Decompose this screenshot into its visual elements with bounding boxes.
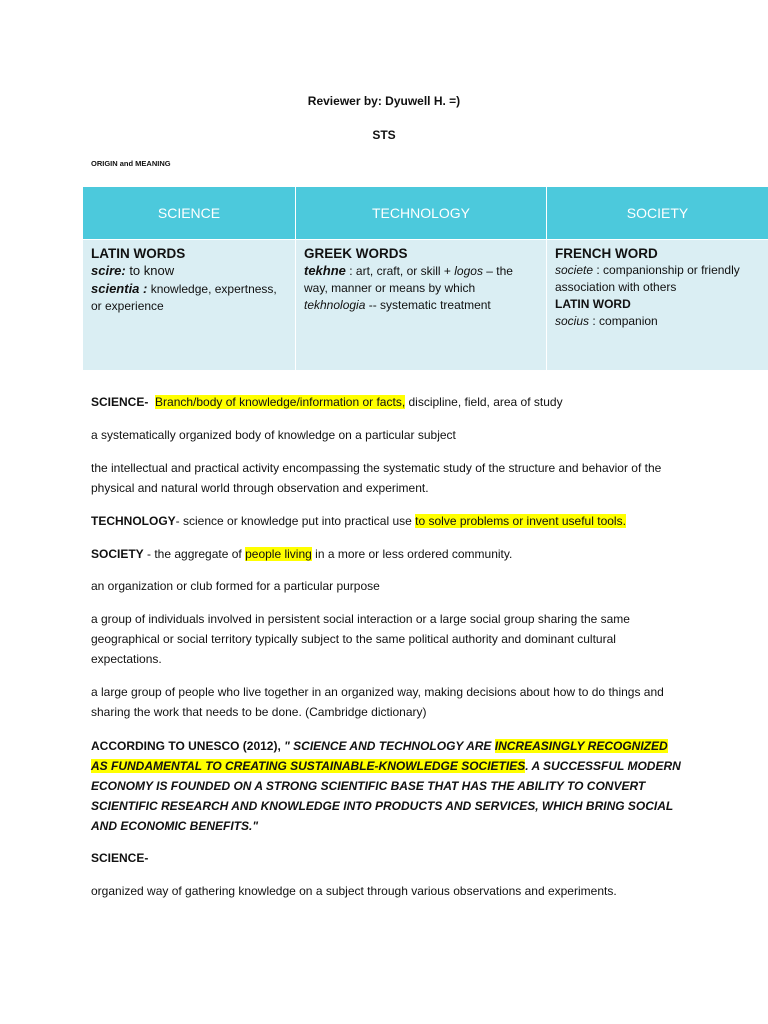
society-paragraph-4: a large group of people who live together in an organized way, making decisions about how to do things and sharing the work that needs to be done. (Cambridge dictionary) [91, 685, 664, 719]
society-cell-title: FRENCH WORD [555, 246, 658, 261]
science-definition: SCIENCE- Branch/body of knowledge/information or facts, discipline, field, area of study [91, 395, 563, 409]
etymology-table [82, 186, 768, 371]
technology-cell [296, 240, 547, 371]
science-cell [83, 240, 296, 371]
header-society: SOCIETY [547, 187, 768, 240]
header-science: SCIENCE [83, 187, 296, 240]
society-paragraph-2: an organization or club formed for a particular purpose [91, 579, 380, 593]
science-cell-title: LATIN WORDS [91, 246, 186, 261]
society-definition: SOCIETY - the aggregate of people living in a more or less ordered community. [91, 547, 513, 561]
table-body-row [83, 240, 768, 371]
society-term-2: socius : companion [555, 314, 658, 328]
table-header-row [83, 187, 768, 240]
society-term-1: societe : companionship or friendly association with others [555, 263, 740, 294]
technology-definition: TECHNOLOGY- science or knowledge put into practical use to solve problems or invent useful tools. [91, 514, 626, 528]
science-paragraph-2: a systematically organized body of knowledge on a particular subject [91, 428, 456, 442]
science-paragraph-3: the intellectual and practical activity encompassing the systematic study of the structure and behavior of the physical and natural world through observation and experiment. [91, 461, 662, 495]
science-term-1: scire: to know [91, 263, 175, 278]
technology-terms: tekhne : art, craft, or skill + logos – the way, manner or means by which tekhnologia -- systematic treatment [304, 263, 513, 312]
technology-cell-title: GREEK WORDS [304, 246, 408, 261]
unesco-quote: ACCORDING TO UNESCO (2012), " SCIENCE AND TECHNOLOGY ARE INCREASINGLY RECOGNIZED AS FUNDAMENTAL TO CREATING SUSTAINABLE-KNOWLEDGE SOCIETIES. A SUCCESSFUL MODERN ECONOMY IS FOUNDED ON A STRONG SCIENTIFIC BASE THAT HAS THE ABILITY TO CONVERT SCIENTIFIC RESEARCH AND KNOWLEDGE INTO PRODUCTS AND SERVICES, WHICH BRING SOCIAL AND ECONOMIC BENEFITS." [91, 739, 681, 833]
science-heading-2: SCIENCE- [91, 851, 149, 865]
science-paragraph-final: organized way of gathering knowledge on a subject through various observations and experiments. [91, 884, 617, 898]
society-paragraph-3: a group of individuals involved in persistent social interaction or a large social group sharing the same geographical or social territory typically subject to the same political authority and dominant cultural expectations. [91, 612, 630, 666]
society-cell [547, 240, 768, 371]
reviewer-line: Reviewer by: Dyuwell H. =) [307, 94, 461, 108]
section-label: ORIGIN and MEANING [91, 159, 171, 168]
society-subtitle: LATIN WORD [555, 297, 631, 311]
science-term-2: scientia : knowledge, expertness, or experience [91, 281, 277, 313]
header-technology: TECHNOLOGY [296, 187, 547, 240]
subject-title: STS [372, 128, 396, 142]
